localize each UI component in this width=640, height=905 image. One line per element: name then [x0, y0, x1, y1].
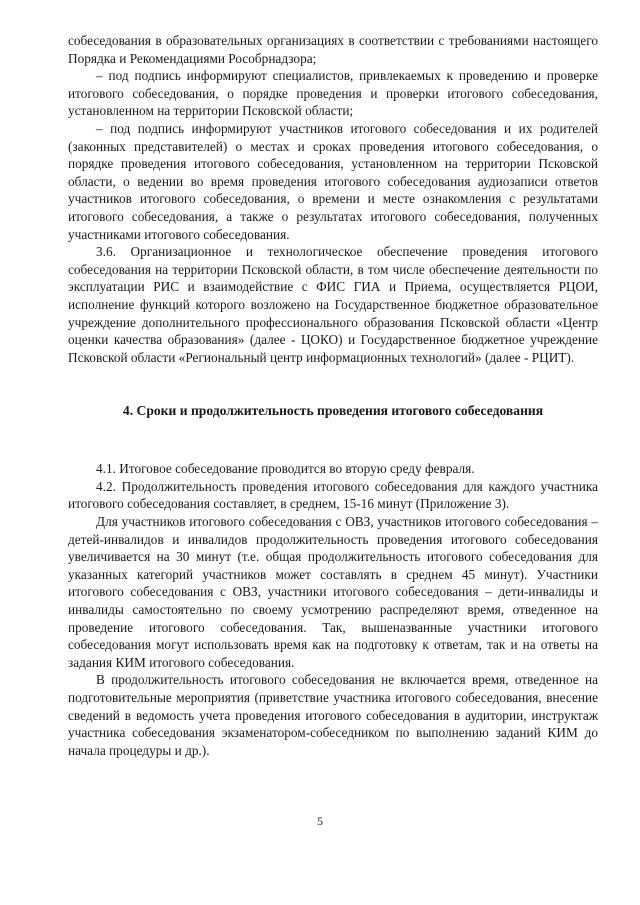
paragraph-list-item-specialists: – под подпись информируют специалистов, привлекаемых к проведению и проверке итогового собеседования, о порядке проведения и проверки итогового собеседования, установленном на территории Псковской области; [68, 68, 598, 119]
page-number: 5 [317, 814, 323, 828]
paragraph-duration-exclusions: В продолжительность итогового собеседования не включается время, отведенное на подготовительные мероприятия (приветствие участника итогового собеседования, внесение сведений в ведомость учета проведения итогового собеседования в аудитории, инструктаж участника собеседования экзаменатором-собеседником по выполнению заданий КИМ до начала процедуры и др.). [68, 672, 598, 758]
paragraph-list-item-participants: – под подпись информируют участников итогового собеседования и их родителей (законных представителей) о местах и сроках проведения итогового собеседования, о порядке проведения итогового собеседования, установленном на территории Псковской области, о ведении во время проведения итогового собеседования аудиозаписи ответов участников итогового собеседования, о времени и месте ознакомления с результатами итогового собеседования, а также о результатах итогового собеседования, полученных участниками итогового собеседования. [68, 120, 598, 242]
paragraph-continuation: собеседования в образовательных организациях в соответствии с требованиями настоящего Порядка и Рекомендациями Рособрнадзора; [68, 33, 598, 66]
section-heading: 4. Сроки и продолжительность проведения итогового собеседования [122, 403, 544, 419]
document-page [68, 32, 598, 759]
paragraph-4-2: 4.2. Продолжительность проведения итогового собеседования для каждого участника итогового собеседования составляет, в среднем, 15-16 минут (Приложение 3). [68, 478, 598, 512]
paragraph-3-6: 3.6. Организационное и технологическое обеспечение проведения итогового собеседования на территории Псковской области, в том числе обеспечение деятельности по эксплуатации РИС и взаимодействие с ФИС ГИА и Приема, осуществляется РЦОИ, исполнение функций которого возложено на Государственное бюджетное образовательное учреждение дополнительного профессионального образования Псковской области «Центр оценки качества образования» (далее - ЦОКО) и Государственное бюджетное учреждение Псковской области «Региональный центр информационных технологий» (далее - РЦИТ). [68, 244, 598, 365]
paragraph-ovz: Для участников итогового собеседования с ОВЗ, участников итогового собеседования – детей-инвалидов и инвалидов продолжительность проведения итогового собеседования увеличивается на 30 минут (т.е. общая продолжительность итогового собеседования для указанных категорий участников может составлять в среднем 45 минут). Участники итогового собеседования с ОВЗ, участники итогового собеседования – дети-инвалиды и инвалиды самостоятельно по своему усмотрению распределяют время, отведенное на проведение итогового собеседования. Так, вышеназванные участники итогового собеседования могут использовать время как на подготовку к ответам, так и на ответы на задания КИМ итогового собеседования. [68, 514, 598, 670]
paragraph-4-1: 4.1. Итоговое собеседование проводится во вторую среду февраля. [96, 461, 475, 477]
